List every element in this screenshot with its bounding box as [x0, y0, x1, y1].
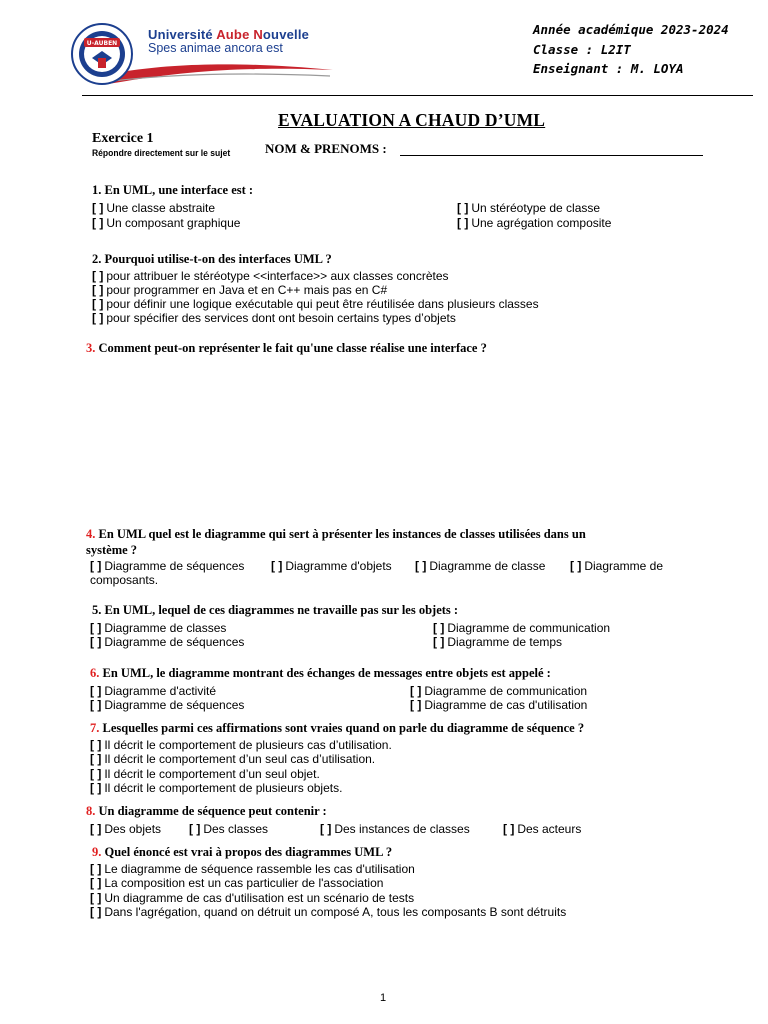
q5-option-d[interactable]: [ ] Diagramme de temps [433, 635, 563, 649]
academic-year: Année académique 2023-2024 [533, 22, 729, 37]
q8-option-d[interactable]: [ ] Des acteurs [503, 822, 582, 836]
q6-option-b[interactable]: [ ] Diagramme de communication [410, 684, 588, 698]
question-1: 1. En UML, une interface est : [92, 183, 254, 197]
q9-option-b[interactable]: [ ] La composition est un cas particulier de l'association [90, 876, 384, 890]
q1-option-a[interactable]: [ ] Une classe abstraite [92, 201, 216, 215]
q5-option-a[interactable]: [ ] Diagramme de classes [90, 621, 227, 635]
question-3: 3. Comment peut-on représenter le fait qu'une classe réalise une interface ? [86, 341, 487, 355]
q2-option-d[interactable]: [ ] pour spécifier des services dont ont besoin certains types d’objets [92, 311, 456, 325]
header-divider [82, 95, 753, 96]
q2-option-a[interactable]: [ ] pour attribuer le stéréotype <<interface>> aux classes concrètes [92, 269, 449, 283]
question-4-cont: système ? [86, 543, 138, 557]
q8-option-c[interactable]: [ ] Des instances de classes [320, 822, 470, 836]
class-label: Classe : L2IT [533, 41, 631, 57]
question-8: 8. Un diagramme de séquence peut contenir : [86, 804, 327, 818]
q1-option-b[interactable]: [ ] Un stéréotype de classe [457, 201, 601, 215]
question-2: 2. Pourquoi utilise-t-on des interfaces UML ? [92, 252, 332, 266]
q9-option-a[interactable]: [ ] Le diagramme de séquence rassemble les cas d'utilisation [90, 862, 415, 876]
q9-option-c[interactable]: [ ] Un diagramme de cas d'utilisation est un scénario de tests [90, 891, 415, 905]
q6-option-c[interactable]: [ ] Diagramme de séquences [90, 698, 245, 712]
q1-option-d[interactable]: [ ] Une agrégation composite [457, 216, 612, 230]
q7-option-c[interactable]: [ ] Il décrit le comportement d’un seul objet. [90, 767, 320, 781]
q7-option-b[interactable]: [ ] Il décrit le comportement d’un seul cas d’utilisation. [90, 752, 376, 766]
course-info [533, 20, 729, 79]
q3-answer-area[interactable] [86, 362, 686, 512]
question-9: 9. Quel énoncé est vrai à propos des diagrammes UML ? [92, 845, 393, 859]
q8-option-a[interactable]: [ ] Des objets [90, 822, 162, 836]
q6-option-a[interactable]: [ ] Diagramme d'activité [90, 684, 216, 698]
q5-option-c[interactable]: [ ] Diagramme de séquences [90, 635, 245, 649]
question-4: 4. En UML quel est le diagramme qui sert à présenter les instances de classes utilisées dans un [86, 527, 586, 541]
exercise-label: Exercice 1 [92, 131, 154, 146]
q2-option-c[interactable]: [ ] pour définir une logique exécutable qui peut être réutilisée dans plusieurs classes [92, 297, 539, 311]
question-7: 7. Lesquelles parmi ces affirmations sont vraies quand on parle du diagramme de séquence ? [90, 721, 585, 735]
q7-option-a[interactable]: [ ] Il décrit le comportement de plusieurs cas d’utilisation. [90, 738, 392, 752]
q5-option-b[interactable]: [ ] Diagramme de communication [433, 621, 611, 635]
q4-option-d[interactable]: [ ] Diagramme de [570, 559, 664, 573]
page-number: 1 [380, 992, 387, 1004]
q2-option-b[interactable]: [ ] pour programmer en Java et en C++ mais pas en C# [92, 283, 388, 297]
q4-option-d-cont: composants. [90, 573, 159, 587]
question-5: 5. En UML, lequel de ces diagrammes ne travaille pas sur les objets : [92, 603, 459, 617]
q4-option-c[interactable]: [ ] Diagramme de classe [415, 559, 546, 573]
name-answer-line[interactable] [400, 155, 703, 156]
university-name: Université Aube Nouvelle [148, 27, 310, 42]
page-title: EVALUATION A CHAUD D’UML [278, 110, 546, 130]
name-label: NOM & PRENOMS : [265, 141, 387, 156]
logo-badge-text: U-AUBEN [86, 40, 118, 47]
university-motto: Spes animae ancora est [148, 41, 283, 55]
q7-option-d[interactable]: [ ] Il décrit le comportement de plusieurs objets. [90, 781, 343, 795]
exercise-instruction: Répondre directement sur le sujet [92, 148, 231, 159]
q8-option-b[interactable]: [ ] Des classes [189, 822, 269, 836]
q4-option-b[interactable]: [ ] Diagramme d'objets [271, 559, 392, 573]
q1-option-c[interactable]: [ ] Un composant graphique [92, 216, 241, 230]
q4-option-a[interactable]: [ ] Diagramme de séquences [90, 559, 245, 573]
question-6: 6. En UML, le diagramme montrant des échanges de messages entre objets est appelé : [90, 666, 551, 680]
q6-option-d[interactable]: [ ] Diagramme de cas d'utilisation [410, 698, 588, 712]
q9-option-d[interactable]: [ ] Dans l'agrégation, quand on détruit un composé A, tous les composants B sont détruits [90, 905, 567, 919]
teacher-label: Enseignant : M. LOYA [533, 61, 684, 76]
